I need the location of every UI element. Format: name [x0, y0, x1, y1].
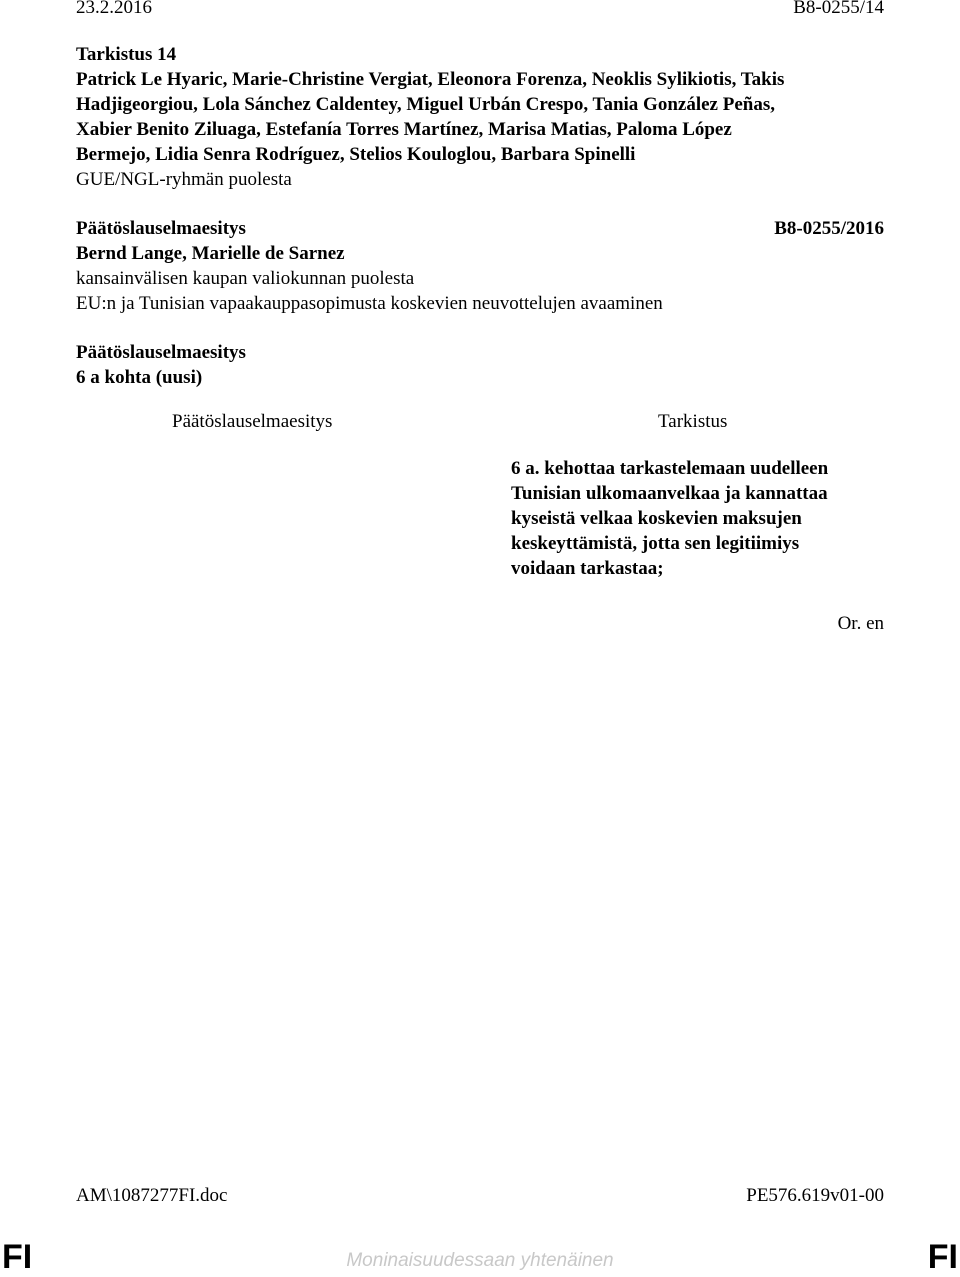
section-label: Päätöslauselmaesitys [76, 342, 246, 363]
section-paragraph: 6 a kohta (uusi) [76, 367, 203, 388]
language-code-left: FI [2, 1238, 33, 1276]
amendment-title: Tarkistus 14 [76, 44, 177, 65]
amendment-text-line: 6 a. kehottaa tarkastelemaan uudelleen [511, 458, 829, 479]
motion-rapporteurs: Bernd Lange, Marielle de Sarnez [76, 243, 345, 264]
original-language: Or. en [837, 613, 884, 634]
motion-heading [76, 216, 884, 241]
document-date: 23.2.2016 [76, 0, 152, 18]
amendment-text-line: kyseistä velkaa koskevien maksujen [511, 508, 802, 529]
motion-number: B8-0255/2016 [774, 218, 884, 239]
amendment-text-line: voidaan tarkastaa; [511, 558, 664, 579]
motion-committee: kansainvälisen kaupan valiokunnan puolesta [76, 268, 415, 289]
amendment-authors-line: Xabier Benito Ziluaga, Estefanía Torres Martínez, Marisa Matias, Paloma López [76, 119, 732, 140]
amendment-authors-line: Hadjigeorgiou, Lola Sánchez Caldentey, Miguel Urbán Crespo, Tania González Peñas, [76, 94, 775, 115]
footer-pe-number: PE576.619v01-00 [746, 1185, 884, 1206]
amendment-authors-line: Bermejo, Lidia Senra Rodríguez, Stelios Kouloglou, Barbara Spinelli [76, 144, 636, 165]
document-reference: B8-0255/14 [793, 0, 884, 18]
amendment-text-line: Tunisian ulkomaanvelkaa ja kannattaa [511, 483, 828, 504]
motion-subject: EU:n ja Tunisian vapaakauppasopimusta koskevien neuvottelujen avaaminen [76, 293, 663, 314]
document-body [76, 42, 884, 390]
political-group: GUE/NGL-ryhmän puolesta [76, 169, 292, 190]
column-header-motion: Päätöslauselmaesitys [172, 411, 333, 432]
eu-motto: Moninaisuudessaan yhtenäinen [346, 1250, 614, 1271]
amendment-text [511, 456, 891, 581]
footer-file-name: AM\1087277FI.doc [76, 1185, 228, 1206]
language-code-right: FI [927, 1238, 958, 1276]
amendment-authors-line: Patrick Le Hyaric, Marie-Christine Vergiat, Eleonora Forenza, Neoklis Sylikiotis, Takis [76, 69, 785, 90]
column-header-amendment: Tarkistus [658, 411, 728, 432]
motion-label: Päätöslauselmaesitys [76, 218, 246, 239]
amendment-text-line: keskeyttämistä, jotta sen legitiimiys [511, 533, 800, 554]
